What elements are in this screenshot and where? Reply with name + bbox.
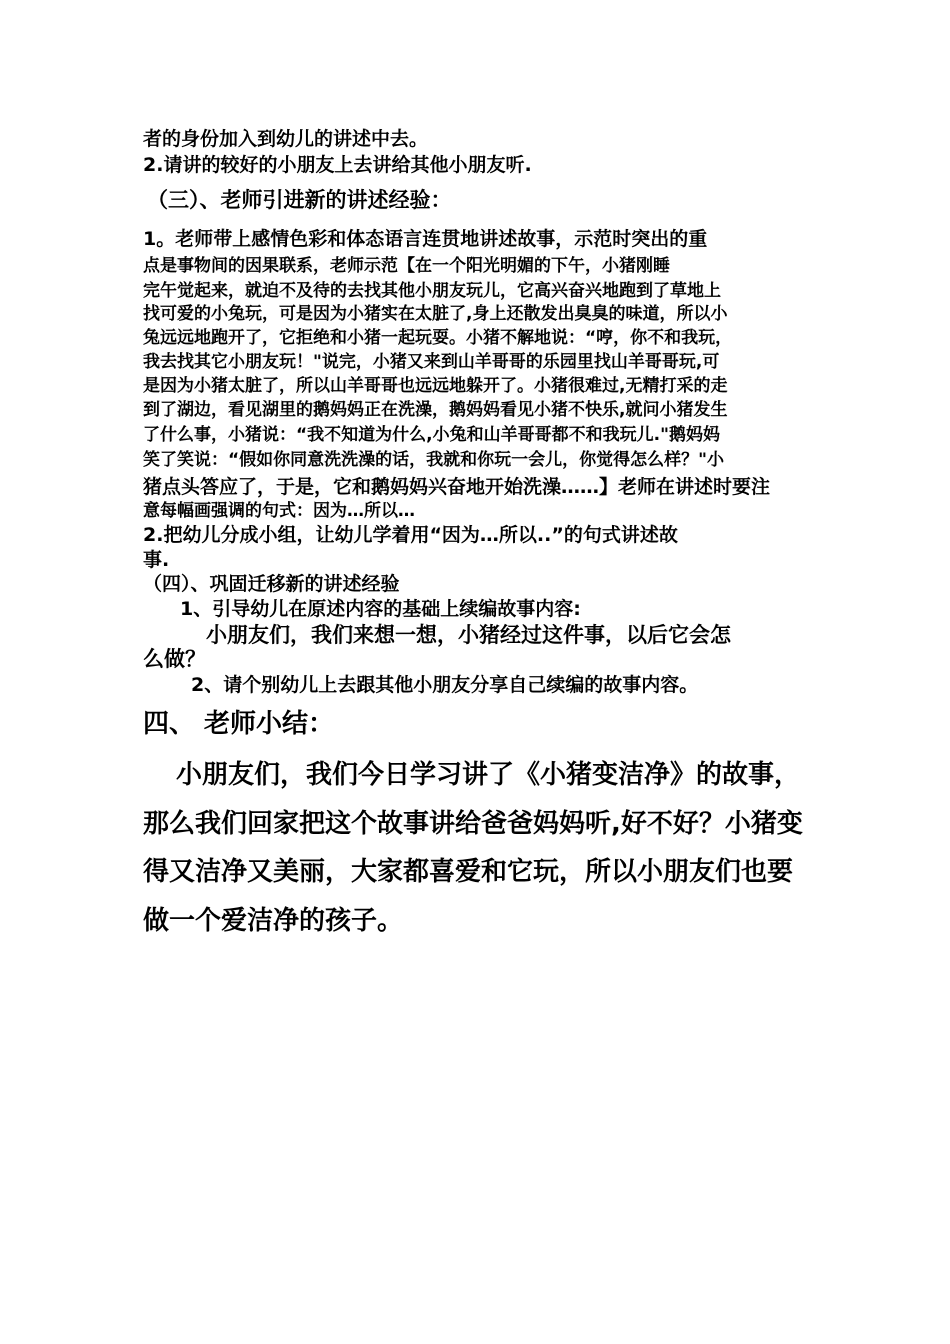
section-heading-23: 四、 老师小结： xyxy=(143,709,335,739)
text-line-17: 事. xyxy=(143,549,170,571)
text-line-21: 么做？ xyxy=(143,647,206,671)
text-line-4: 1。老师带上感情色彩和体态语言连贯地讲述故事，示范时突出的重 xyxy=(143,228,708,250)
text-line-19: 1、引导幼儿在原述内容的基础上续编故事内容: xyxy=(180,598,581,620)
section-heading-18: （四）、巩固迁移新的讲述经验 xyxy=(143,573,400,595)
text-line-11: 到了湖边，看见湖里的鹅妈妈正在洗澡，鹅妈妈看见小猪不快乐,就问小猪发生 xyxy=(143,400,728,420)
summary-line-27: 做一个爱洁净的孩子。 xyxy=(143,906,404,936)
section-heading-3: （三）、老师引进新的讲述经验： xyxy=(147,188,452,212)
summary-line-25: 那么我们回家把这个故事讲给爸爸妈妈听,好不好？小猪变 xyxy=(143,809,803,839)
text-line-22: 2、请个别幼儿上去跟其他小朋友分享自己续编的故事内容。 xyxy=(191,674,699,696)
text-line-1: 者的身份加入到幼儿的讲述中去。 xyxy=(143,128,429,150)
text-line-9: 我去找其它小朋友玩！"说完，小猪又来到山羊哥哥的乐园里找山羊哥哥玩,可 xyxy=(143,352,720,372)
text-line-5: 点是事物间的因果联系，老师示范【在一个阳光明媚的下午，小猪刚睡 xyxy=(143,256,670,276)
text-line-8: 兔远远地跑开了，它拒绝和小猪一起玩耍。小猪不解地说：“哼，你不和我玩， xyxy=(143,328,733,348)
text-line-2: 2.请讲的较好的小朋友上去讲给其他小朋友听. xyxy=(143,154,532,176)
text-line-10: 是因为小猪太脏了，所以山羊哥哥也远远地躲开了。小猪很难过,无精打采的走 xyxy=(143,376,728,396)
text-line-12: 了什么事，小猪说：“我不知道为什么,小兔和山羊哥哥都不和我玩儿."鹅妈妈 xyxy=(143,425,720,445)
text-line-13: 笑了笑说：“假如你同意洗洗澡的话，我就和你玩一会儿，你觉得怎么样？"小 xyxy=(143,450,725,470)
text-line-20: 小朋友们，我们来想一想，小猪经过这件事，以后它会怎 xyxy=(206,623,731,647)
summary-line-24: 小朋友们，我们今日学习讲了《小猪变洁净》的故事， xyxy=(176,760,801,790)
text-line-15: 意每幅画强调的句式：因为…所以… xyxy=(143,501,415,521)
text-line-14: 猪点头答应了，于是，它和鹅妈妈兴奋地开始洗澡……】老师在讲述时要注 xyxy=(143,476,771,498)
text-line-6: 完午觉起来，就迫不及待的去找其他小朋友玩儿，它高兴奋兴地跑到了草地上 xyxy=(143,281,721,301)
text-line-16: 2.把幼儿分成小组，让幼儿学着用“因为…所以..”的句式讲述故 xyxy=(143,524,678,546)
text-line-7: 找可爱的小兔玩，可是因为小猪实在太脏了,身上还散发出臭臭的味道，所以小 xyxy=(143,304,728,324)
summary-line-26: 得又洁净又美丽，大家都喜爱和它玩，所以小朋友们也要 xyxy=(143,857,794,887)
